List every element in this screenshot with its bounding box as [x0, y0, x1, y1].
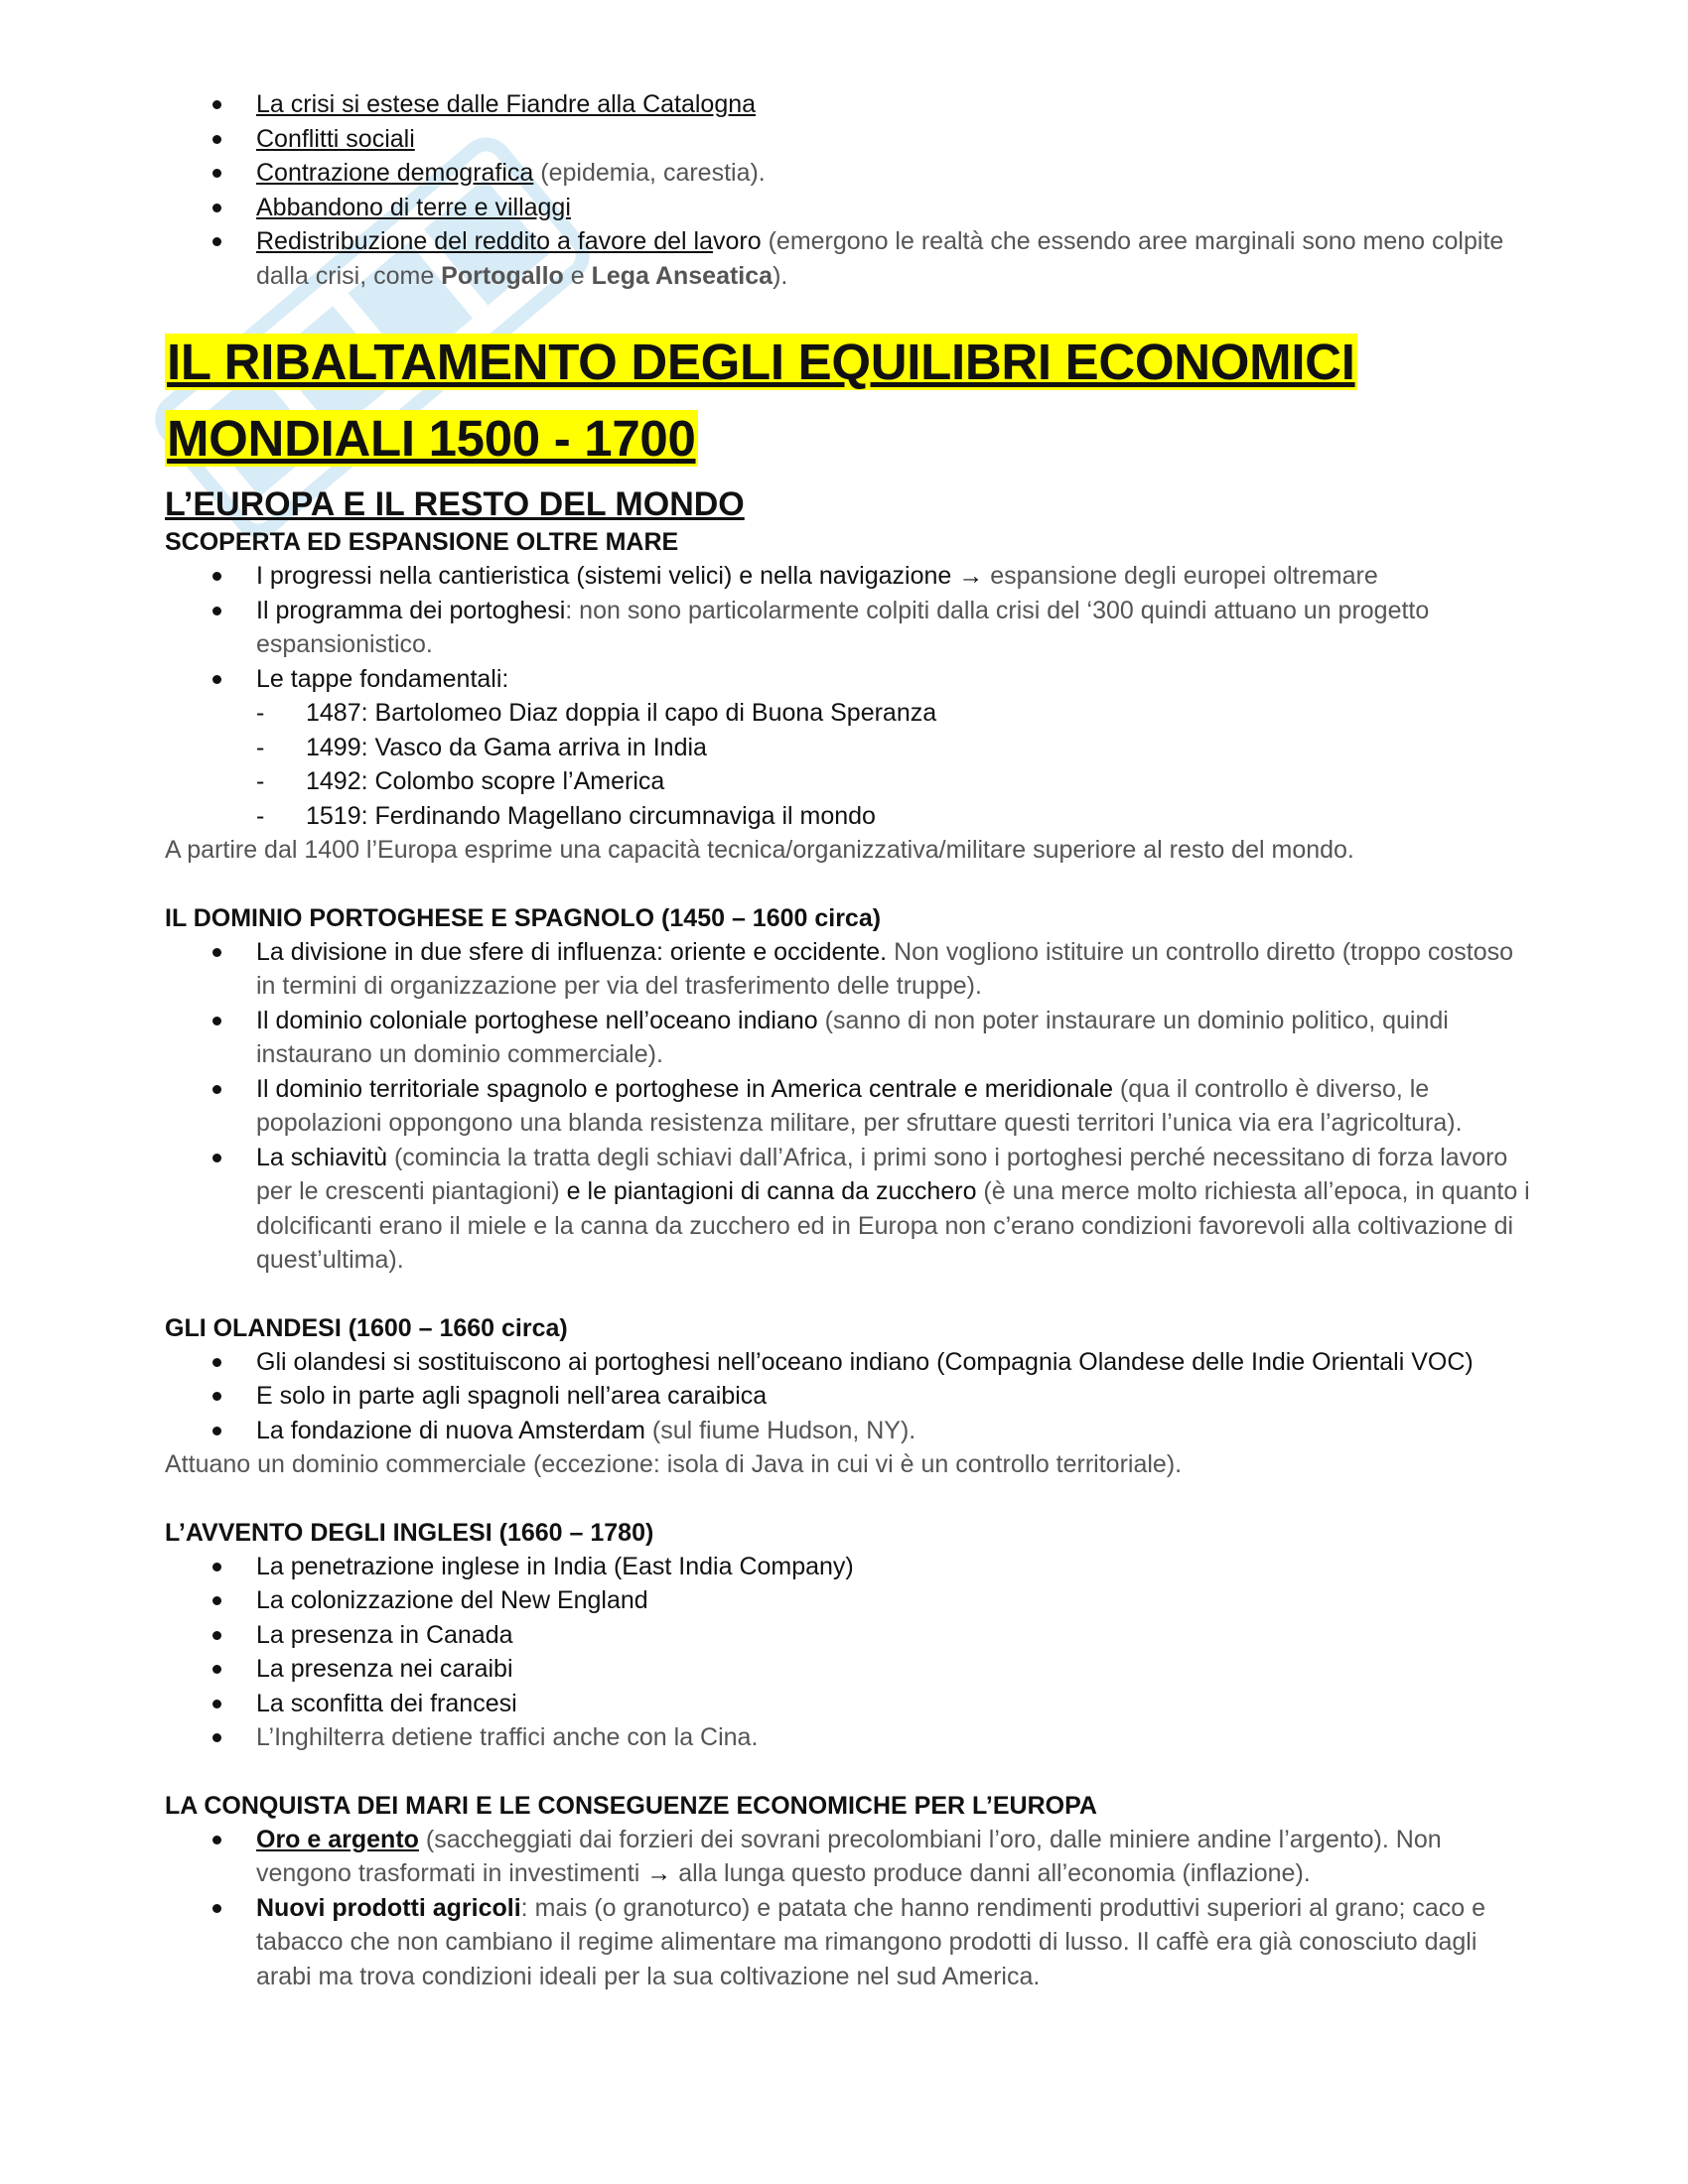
date-item: - 1499: Vasco da Gama arriva in India	[165, 731, 1535, 765]
list-item: La divisione in due sfere di influenza: oriente e occidente. Non vogliono istituire un controllo diretto (troppo costoso in termini di organizzazione per via del trasferimento delle truppe).	[165, 935, 1535, 1004]
inglesi-list	[165, 1550, 1535, 1755]
section-subtitle: L’EUROPA E IL RESTO DEL MONDO	[165, 485, 745, 523]
list-item: Il dominio coloniale portoghese nell’oceano indiano (sanno di non poter instaurare un dominio politico, quindi instaurano un dominio commerciale).	[165, 1004, 1535, 1072]
list-item: I progressi nella cantieristica (sistemi velici) e nella navigazione → espansione degli europei oltremare	[165, 559, 1535, 594]
heading-dominio: IL DOMINIO PORTOGHESE E SPAGNOLO (1450 – 1600 circa)	[165, 903, 882, 932]
list-item: Oro e argento (saccheggiati dai forzieri dei sovrani precolombiani l’oro, dalle miniere andine l’argento). Non vengono trasformati in investimenti → alla lunga questo produce danni all’economia (inflazione).	[165, 1823, 1535, 1891]
list-item: Il dominio territoriale spagnolo e portoghese in America centrale e meridionale (qua il controllo è diverso, le popolazioni oppongono una blanda resistenza militare, per sfruttare questi territori l’unica via era l’agricoltura).	[165, 1072, 1535, 1141]
list-item: Contrazione demografica (epidemia, carestia).	[165, 156, 1535, 191]
scoperta-list	[165, 559, 1535, 833]
olandesi-list	[165, 1345, 1535, 1448]
list-item: Il programma dei portoghesi: non sono particolarmente colpiti dalla crisi del ‘300 quindi attuano un progetto espansionistico.	[165, 594, 1535, 662]
list-item: La sconfitta dei francesi	[165, 1687, 1535, 1721]
list-item: La schiavitù (comincia la tratta degli schiavi dall’Africa, i primi sono i portoghesi perché necessitano di forza lavoro per le crescenti piantagioni) e le piantagioni di canna da zucchero (è una merce molto richiesta all’epoca, in quanto i dolcificanti erano il miele e la canna da zucchero ed in Europa non c’erano condizioni favorevoli alla coltivazione di quest’ultima).	[165, 1141, 1535, 1278]
list-item: La crisi si estese dalle Fiandre alla Catalogna	[165, 87, 1535, 122]
list-item: Conflitti sociali	[165, 122, 1535, 157]
dominio-list	[165, 935, 1535, 1278]
note-paragraph: A partire dal 1400 l’Europa esprime una capacità tecnica/organizzativa/militare superiore al resto del mondo.	[165, 836, 1354, 864]
list-item: Le tappe fondamentali:	[165, 662, 1535, 697]
crisis-list	[165, 87, 1535, 293]
list-item: Abbandono di terre e villaggi	[165, 191, 1535, 225]
main-title: IL RIBALTAMENTO DEGLI EQUILIBRI ECONOMICI MONDIALI 1500 - 1700	[167, 334, 1355, 467]
heading-scoperta: SCOPERTA ED ESPANSIONE OLTRE MARE	[165, 528, 679, 556]
date-item: - 1487: Bartolomeo Diaz doppia il capo di Buona Speranza	[165, 696, 1535, 731]
arrow-icon: →	[958, 562, 984, 590]
list-item: Gli olandesi si sostituiscono ai portoghesi nell’oceano indiano (Compagnia Olandese delle Indie Orientali VOC)	[165, 1345, 1535, 1380]
list-item: La penetrazione inglese in India (East India Company)	[165, 1550, 1535, 1584]
heading-inglesi: L’AVVENTO DEGLI INGLESI (1660 – 1780)	[165, 1518, 654, 1547]
list-item: L’Inghilterra detiene traffici anche con la Cina.	[165, 1720, 1535, 1755]
note-paragraph: Attuano un dominio commerciale (eccezione: isola di Java in cui vi è un controllo territoriale).	[165, 1450, 1183, 1478]
list-item: La presenza nei caraibi	[165, 1652, 1535, 1687]
list-item: La colonizzazione del New England	[165, 1583, 1535, 1618]
date-item: - 1519: Ferdinando Magellano circumnaviga il mondo	[165, 799, 1535, 834]
date-item: - 1492: Colombo scopre l’America	[165, 764, 1535, 799]
arrow-icon: →	[646, 1859, 672, 1887]
heading-conquista: LA CONQUISTA DEI MARI E LE CONSEGUENZE ECONOMICHE PER L’EUROPA	[165, 1791, 1097, 1820]
list-item: E solo in parte agli spagnoli nell’area caraibica	[165, 1379, 1535, 1414]
list-item: Redistribuzione del reddito a favore del lavoro (emergono le realtà che essendo aree marginali sono meno colpite dalla crisi, come Portogallo e Lega Anseatica).	[165, 224, 1535, 293]
list-item: Nuovi prodotti agricoli: mais (o granoturco) e patata che hanno rendimenti produttivi superiori al grano; caco e tabacco che non cambiano il regime alimentare ma rimangono prodotti di lusso. Il caffè era già conosciuto dagli arabi ma trova condizioni ideali per la sua coltivazione nel sud America.	[165, 1891, 1535, 1994]
list-item: La fondazione di nuova Amsterdam (sul fiume Hudson, NY).	[165, 1414, 1535, 1448]
document-body	[165, 87, 1535, 1993]
list-item: La presenza in Canada	[165, 1618, 1535, 1653]
conquista-list	[165, 1823, 1535, 1994]
heading-olandesi: GLI OLANDESI (1600 – 1660 circa)	[165, 1313, 568, 1342]
